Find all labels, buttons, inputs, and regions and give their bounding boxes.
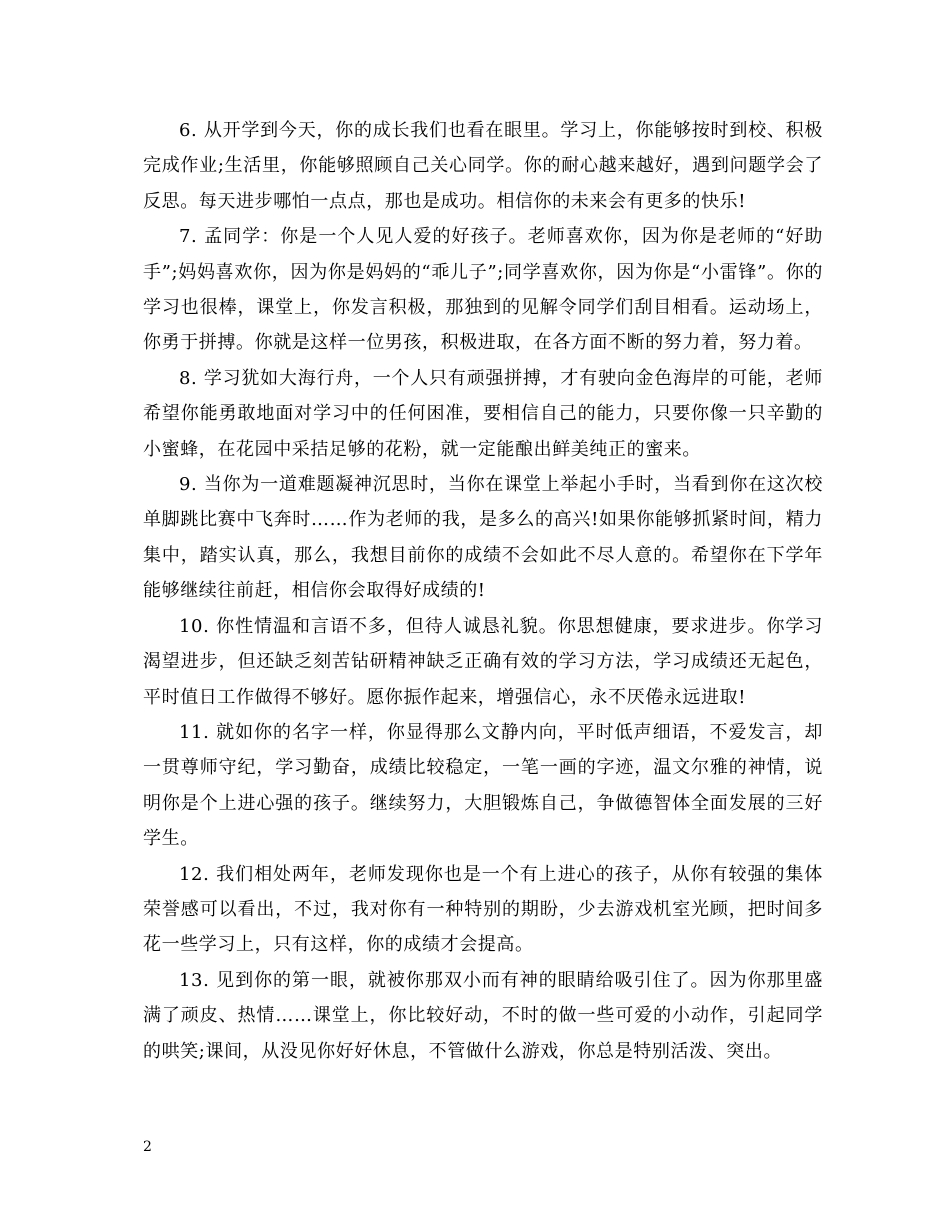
document-body: [143, 113, 823, 1069]
comment-paragraph-9: 9. 当你为一道难题凝神沉思时，当你在课堂上举起小手时，当看到你在这次校单脚跳比赛中飞奔时……作为老师的我，是多么的高兴!如果你能够抓紧时间，精力集中，踏实认真，那么，我想目前你的成绩不会如此不尽人意的。希望你在下学年能够继续往前赶，相信你会取得好成绩的!: [143, 474, 823, 602]
comment-paragraph-10: 10. 你性情温和言语不多，但待人诚恳礼貌。你思想健康，要求进步。你学习渴望进步，但还缺乏刻苦钻研精神缺乏正确有效的学习方法，学习成绩还无起色，平时值日工作做得不够好。愿你振作起来，增强信心，永不厌倦永远进取!: [143, 615, 823, 708]
comment-paragraph-13: 13. 见到你的第一眼，就被你那双小而有神的眼睛给吸引住了。因为你那里盛满了顽皮、热情……课堂上，你比较好动，不时的做一些可爱的小动作，引起同学的哄笑;课间，从没见你好好休息，不管做什么游戏，你总是特别活泼、突出。: [143, 969, 823, 1062]
page-number: 2: [143, 1139, 152, 1155]
comment-paragraph-6: 6. 从开学到今天，你的成长我们也看在眼里。学习上，你能够按时到校、积极完成作业;生活里，你能够照顾自己关心同学。你的耐心越来越好，遇到问题学会了反思。每天进步哪怕一点点，那也是成功。相信你的未来会有更多的快乐!: [143, 120, 823, 212]
comment-paragraph-7: 7. 孟同学：你是一个人见人爱的好孩子。老师喜欢你，因为你是老师的“好助手”;妈妈喜欢你，因为你是妈妈的“乖儿子”;同学喜欢你，因为你是“小雷锋”。你的学习也很棒，课堂上，你发言积极，那独到的见解令同学们刮目相看。运动场上，你勇于拼搏。你就是这样一位男孩，积极进取，在各方面不断的努力着，努力着。: [143, 226, 823, 354]
comment-paragraph-12: 12. 我们相处两年，老师发现你也是一个有上进心的孩子，从你有较强的集体荣誉感可以看出，不过，我对你有一种特别的期盼，少去游戏机室光顾，把时间多花一些学习上，只有这样，你的成绩才会提高。: [143, 863, 823, 956]
comment-paragraph-11: 11. 就如你的名字一样，你显得那么文静内向，平时低声细语，不爱发言，却一贯尊师守纪，学习勤奋，成绩比较稳定，一笔一画的字迹，温文尔雅的神情，说明你是个上进心强的孩子。继续努力，大胆锻炼自己，争做德智体全面发展的三好学生。: [143, 721, 823, 850]
comment-paragraph-8: 8. 学习犹如大海行舟，一个人只有顽强拼搏，才有驶向金色海岸的可能，老师希望你能勇敢地面对学习中的任何困准，要相信自己的能力，只要你像一只辛勤的小蜜蜂，在花园中采拮足够的花粉，就一定能酿出鲜美纯正的蜜来。: [143, 367, 823, 460]
